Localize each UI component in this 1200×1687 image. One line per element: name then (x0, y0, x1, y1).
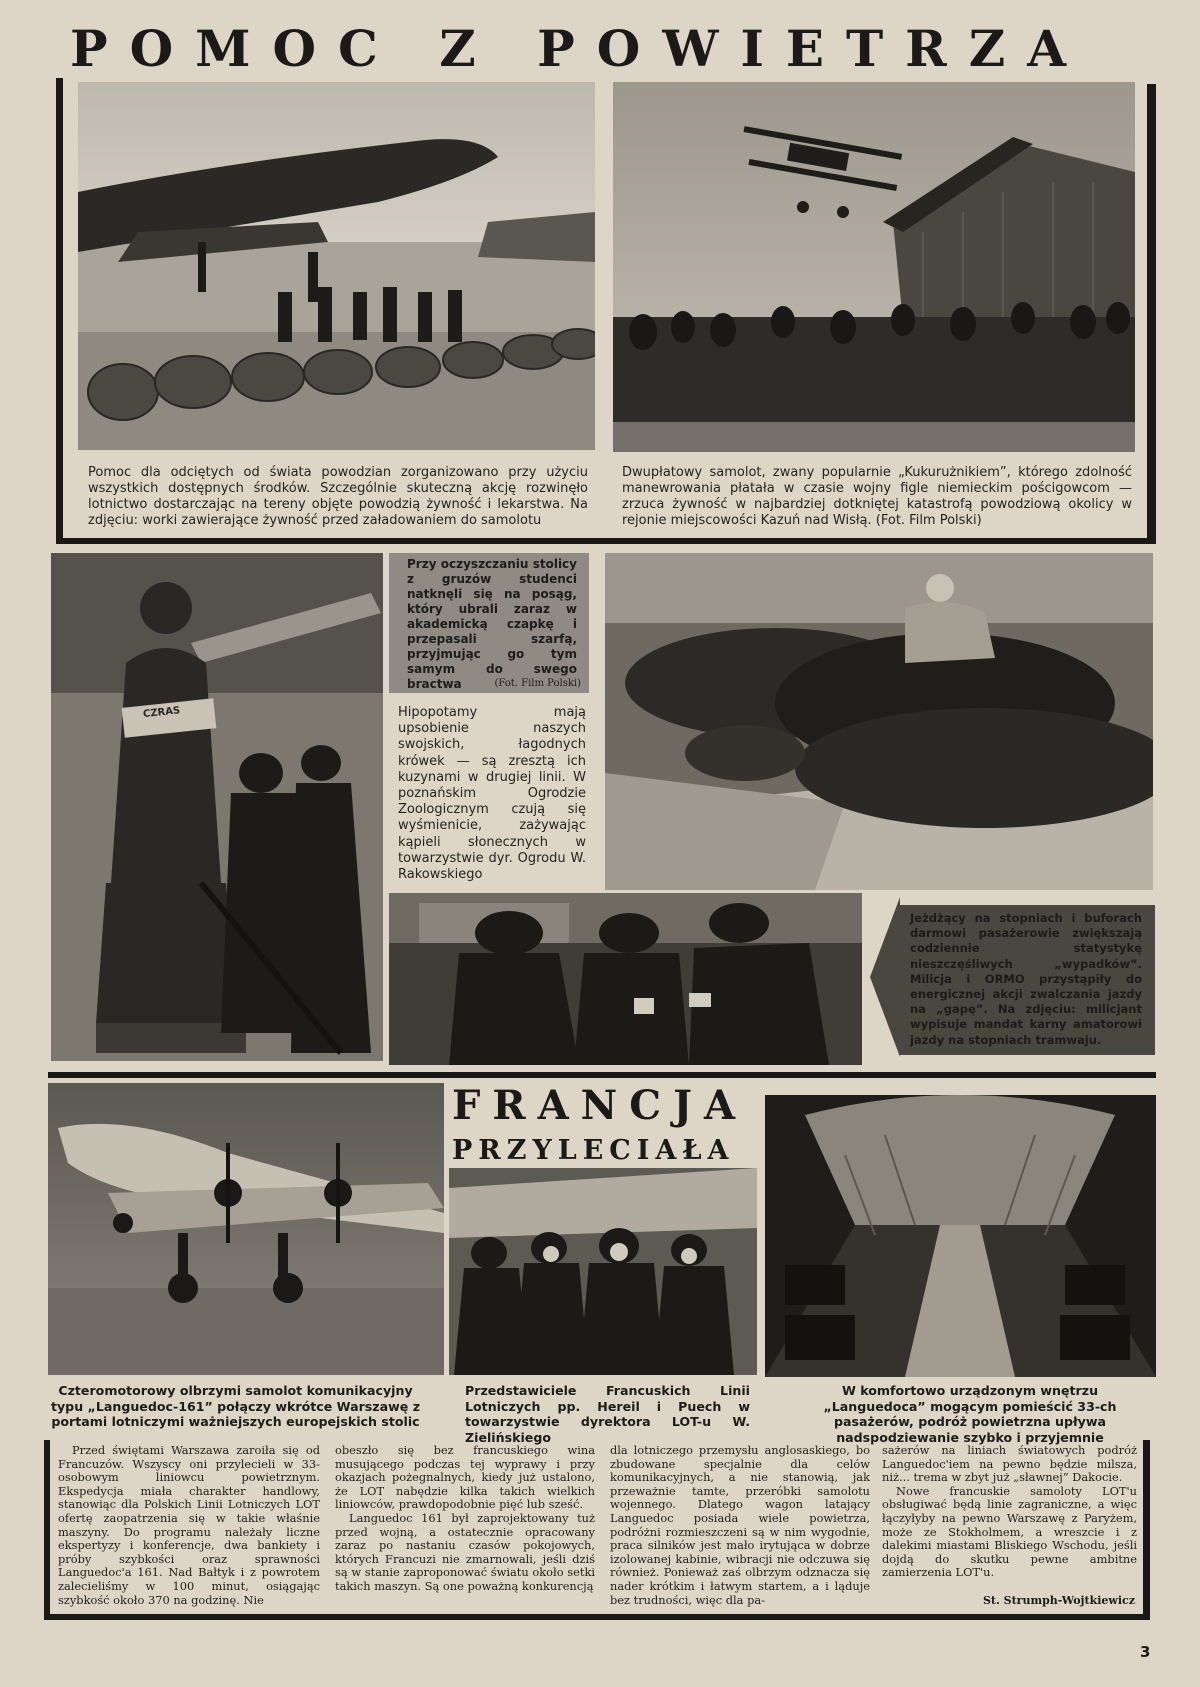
article-col2-para2: Languedoc 161 był zaprojektowany tuż przed wojną, a ostatecznie opracowany zaraz po nastaniu czasów pokojowych, których Francuzi nie zmarnowali, jeśli dziś są w stanie zaproponować światu około setki takich maszyn. Są one poważną konkurencją (335, 1510, 595, 1593)
frame-bottom-bar (56, 538, 1156, 544)
frame-left-bar (56, 78, 63, 543)
frame-right-bar (1147, 84, 1156, 544)
article-col4-para1: sażerów na liniach światowych podróż Languedoc'iem na pewno będzie milsza, niż... trema w zbyt już „sławnej” Dakocie. (882, 1443, 1137, 1485)
caption-biplane: Dwupłatowy samolot, zwany popularnie „Kukurużnikiem”, którego zdolność manewrowania płatała w czasie wojny figle niemieckim pościgowcom — zrzuca żywność w najbardziej dotkniętej katastrofą powodziową okolicy w rejonie miejscowości Kazuń nad Wisłą. (Fot. Film Polski) (622, 465, 1132, 528)
section-divider (48, 1072, 1156, 1078)
article-signature: St. Strumph-Wojtkiewicz (982, 1594, 1135, 1607)
article-frame-right (1143, 1440, 1150, 1620)
photo-cabin-interior (765, 1095, 1156, 1377)
tram-caption-arrow (870, 897, 900, 1057)
photo-french-delegates (449, 1168, 757, 1375)
article-column-2 (335, 1444, 595, 1594)
photo-cargo-plane (78, 82, 595, 450)
caption-food-sacks: Pomoc dla odciętych od świata powodzian zorganizowano przy użyciu wszystkich dostępnych środków. Szczególnie skuteczną akcję rozwinęło lotnictwo dostarczając na tereny objęte powodzią żywność i lekarstwa. Na zdjęciu: worki zawierające żywność przed załadowaniem do samolotu (88, 465, 588, 528)
article-frame-left (44, 1440, 50, 1620)
caption-languedoc: Czteromotorowy olbrzymi samolot komunikacyjny typu „Languedoc-161” połączy wkrótce Warszawę z portami lotniczymi ważniejszych europejskich stolic (50, 1383, 421, 1430)
tram-caption-box (900, 905, 1155, 1055)
article-col3-text: dla lotniczego przemysłu anglosaskiego, bo zbudowane specjalnie dla celów komunikacyjnych, a nie stanowią, jak przeważnie tamte, przeróbki samolotu wojennego. Dlatego wagon latający Languedoc posiada wiele powietrza, podróżni rozmieszczeni są w nim wygodnie, praca silników jest mało irytująca w dobrze izolowanej kabinie, wibracji nie odczuwa się również. Ponieważ zaś olbrzym odznacza się nader krótkim i łatwym startem, a i ląduje bez trudności, więc dla pa- (610, 1443, 870, 1607)
page-number: 3 (1140, 1643, 1151, 1661)
article-col2-para1: obeszło się bez francuskiego wina musującego podczas tej wyprawy i przy okazjach pożegnalnych, kiedy już ustalono, że LOT nabędzie kilka takich wielkich liniowców, prawdopodobnie pięć lub sześć. (335, 1443, 595, 1512)
caption-hippo: Hipopotamy mają upsobienie naszych swojskich, łagodnych krówek — są zresztą ich kuzynami w drugiej linii. W poznańskim Ogrodzie Zoologicznym czują się wyśmienicie, zażywając kąpieli słonecznych w towarzystwie dyr. Ogrodu W. Rakowskiego (398, 705, 586, 883)
headline-francja: FRANCJA (452, 1082, 748, 1129)
article-column-1 (58, 1444, 320, 1607)
headline-przyleciala: PRZYLECIAŁA (452, 1135, 735, 1166)
photo-languedoc-plane (48, 1083, 444, 1375)
photo-hippos (605, 553, 1153, 890)
caption-cabin: W komfortowo urządzonym wnętrzu „Languedoca” mogącym pomieścić 33-ch pasażerów, podróż powietrzna upływa nadspodziewanie szybko i przyjemnie (823, 1383, 1117, 1445)
caption-delegates: Przedstawiciele Francuskich Linii Lotniczych pp. Hereil i Puech w towarzystwie dyrektora LOT-u W. Zielińskiego (465, 1383, 750, 1445)
caption-statue: Przy oczyszczaniu stolicy z gruzów studenci natknęli się na posąg, który ubrali zaraz w akademicką czapkę i przepasali szarfą, przyjmując go tym samym do swego bractwa (407, 557, 577, 691)
credit-statue: (Fot. Film Polski) (494, 678, 581, 689)
caption-tram: Jeżdżący na stopniach i buforach darmowi pasażerowie zwiększają codziennie statystykę nieszczęśliwych „wypadków”. Milicja i ORMO przystąpiły do energicznej akcji zwalczania jazdy na „gapę”. Na zdjęciu: milicjant wypisuje mandat karny amatorowi jazdy na stopniach tramwaju. (910, 911, 1142, 1047)
article-frame-bottom (44, 1614, 1150, 1620)
photo-tram-inspection (389, 893, 862, 1065)
article-col1-text: Przed świętami Warszawa zaroiła się od Francuzów. Wszyscy oni przylecieli w 33-osobowym liniowcu powietrznym. Ekspedycja miała charakter handlowy, stanowiąc dla Polskich Linii Lotniczych LOT ofertę zaopatrzenia się w takie właśnie maszyny. Do programu należały liczne ekspertyzy i konferencje, dwa bankiety i próby szybkości oraz sprawności Languedoc'a 161. Nad Bałtyk i z powrotem zalecieliśmy w 100 minut, osiągając szybkość około 370 na godzinę. Nie (58, 1443, 320, 1607)
statue-caption-box (389, 553, 589, 693)
statue-sash-label: CZRAS (142, 705, 181, 721)
hippo-caption-box (398, 705, 586, 885)
article-column-4 (882, 1444, 1137, 1580)
article-col4-para2: Nowe francuskie samoloty LOT'u obsługiwać będą linie zagraniczne, a więc łączyłyby na pewno Warszawę z Paryżem, może ze Stokholmem, a wreszcie i z dalekimi miastami Bliskiego Wschodu, jeśli dojdą do skutku pewne ambitne zamierzenia LOT'u. (882, 1483, 1137, 1580)
article-column-3 (610, 1444, 870, 1607)
page-title: POMOC Z POWIETRZA (70, 19, 1089, 78)
photo-student-statue (51, 553, 383, 1061)
photo-biplane-crowd (613, 82, 1135, 452)
